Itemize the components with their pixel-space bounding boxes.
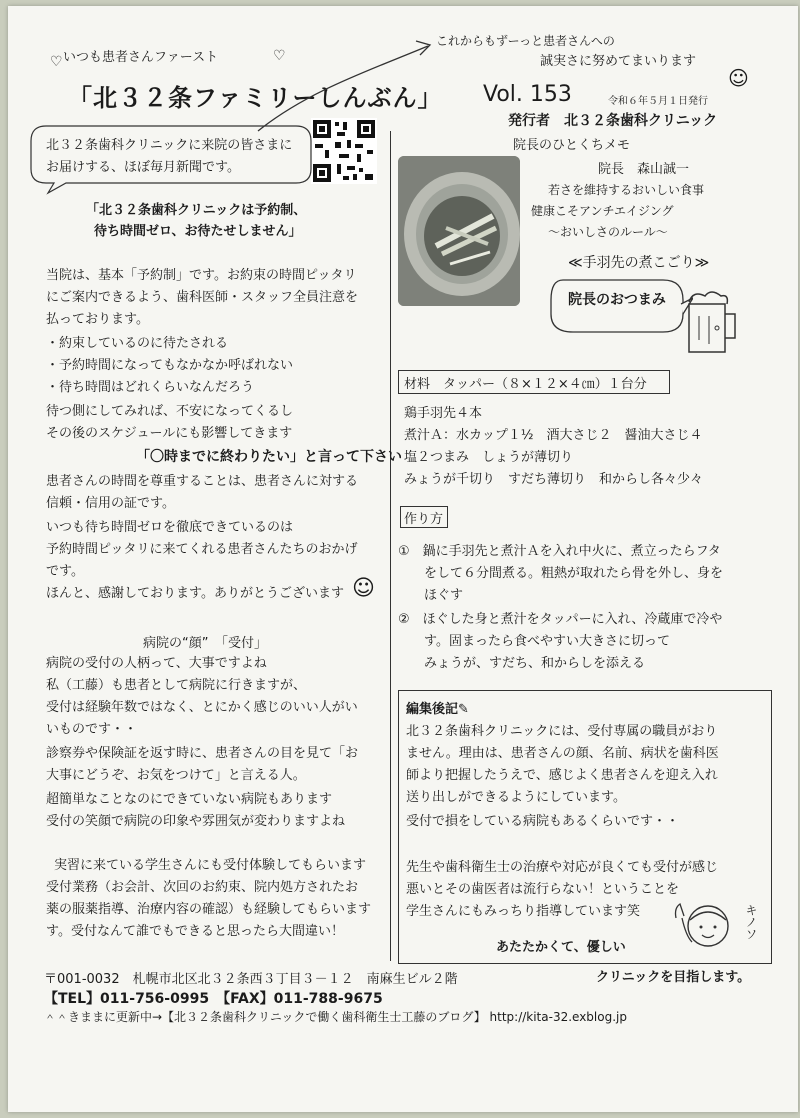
step-line: ① 鍋に手羽先と煮汁Ａを入れ中火に、煮立ったらフタ	[398, 544, 721, 559]
body-line: ・予約時間になってもなかなか呼ばれない	[46, 358, 294, 373]
body-line: いつも待ち時間ゼロを徹底できているのは	[46, 520, 294, 535]
body-line: 私（工藤）も患者として病院に行きますが、	[46, 678, 307, 693]
heart-icon: ♡	[50, 54, 63, 70]
intro-line-1: 北３２条歯科クリニックに来院の皆さまに	[46, 138, 293, 153]
body-line: 当院は、基本「予約制」です。お約束の時間ピッタリ	[46, 268, 357, 283]
memo-heading: 院長のひとくちメモ	[513, 138, 631, 153]
beer-mug-icon	[683, 288, 743, 358]
materials: 材料 タッパー（８×１２×４㎝）１台分	[404, 377, 647, 392]
signature: キノソ	[744, 904, 758, 940]
step-line: ② ほぐした身と煮汁をタッパーに入れ、冷蔵庫で冷や	[398, 612, 723, 627]
publisher: 発行者 北３２条歯科クリニック	[508, 113, 718, 129]
body-line: 受付の笑顔で病院の印象や雰囲気が変わりますよね	[46, 814, 346, 829]
intro-line-2: お届けする、ほぼ毎月新聞です。	[46, 160, 240, 175]
postscript-heading: 編集後記✎	[406, 702, 469, 717]
body-line: 患者さんの時間を尊重することは、患者さんに対する	[46, 474, 359, 489]
memo-sub-3: ～おいしさのルール～	[548, 225, 668, 239]
handwritten-note-2: 誠実さに努めてまいります	[540, 54, 697, 69]
issue-date: 令和６年５月１日発行	[608, 96, 708, 107]
headline-1: 「北３２条歯科クリニックは予約制、	[86, 203, 307, 218]
body-line: 悪いとその歯医者は流行らない！ということを	[406, 882, 680, 897]
body-line: 師より把握したうえで、感じよく患者さんを迎え入れ	[406, 768, 718, 783]
step-line: みょうが、すだち、和からしを添える	[398, 656, 646, 671]
dish-photo	[398, 156, 520, 306]
body-line: ほんと、感謝しております。ありがとうございます	[46, 586, 344, 601]
memo-author: 院長 森山誠一	[598, 162, 690, 177]
body-line: いものです・・	[46, 722, 138, 737]
body-line: 診察券や保険証を返す時に、患者さんの目を見て「お	[46, 746, 359, 761]
staff-illustration	[670, 896, 740, 966]
handwritten-closing-1: あたたかくて、優しい	[496, 940, 626, 955]
step-line: をして６分間煮る。粗熱が取れたら骨を外し、身を	[398, 566, 724, 581]
newsletter-title: 「北３２条ファミリーしんぶん」	[68, 84, 443, 112]
body-line: 待つ側にしてみれば、不安になってくるし	[46, 404, 294, 419]
speech-bubble	[543, 274, 693, 344]
step-line: す。固まったら食べやすい大きさに切って	[398, 634, 670, 649]
body-line: ・待ち時間はどれくらいなんだろう	[46, 380, 255, 395]
method-heading: 作り方	[404, 512, 444, 527]
body-line: 送り出しができるようにしています。	[406, 790, 626, 805]
handwritten-quote: 「〇時までに終わりたい」と言って下さい	[136, 449, 402, 465]
heart-icon: ♡	[273, 48, 286, 64]
memo-sub-1: 若さを維持するおいしい食事	[548, 183, 705, 197]
step-line: ほぐす	[398, 588, 464, 603]
ingredient-item: 塩２つまみ しょうが薄切り	[404, 450, 574, 465]
reception-body	[46, 656, 386, 836]
column-divider	[390, 131, 391, 961]
body-line: 予約時間ピッタリに来てくれる患者さんたちのおかげ	[46, 542, 358, 557]
body-line: ません。理由は、患者さんの顔、名前、病状を歯科医	[406, 746, 719, 761]
body-line: 受付は経験年数ではなく、とにかく感じのいい人がい	[46, 700, 358, 715]
handwritten-closing-2: クリニックを目指します。	[596, 970, 751, 985]
body-line: 受付業務（お会計、次回のお約束、院内処方されたお	[46, 880, 359, 895]
body-line: 大事にどうぞ、お気をつけて」と言える人。	[46, 768, 306, 783]
footer-phone[interactable]: 【TEL】011-756-0995 【FAX】011-788-9675	[44, 991, 383, 1007]
body-line: にご案内できるよう、歯科医師・スタッフ全員注意を	[46, 290, 359, 305]
body-line: 薬の服薬指導、治療内容の確認）も経験してもらいます	[46, 902, 372, 917]
volume-number: Vol. 153	[483, 82, 572, 107]
body-line: 超簡単なことなのにできていない病院もあります	[46, 792, 333, 807]
footer-address: 〒001-0032 札幌市北区北３２条西３丁目３－１２ 南麻生ビル２階	[44, 972, 458, 987]
ingredient-item: みょうが千切り すだち薄切り 和からし各々少々	[404, 472, 704, 487]
footer-blog-link[interactable]: ＾＾きままに更新中→【北３２条歯科クリニックで働く歯科衛生士工藤のブログ】 http://kita-32.exblog.jp	[44, 1010, 627, 1024]
ingredient-item: 鶏手羽先４本	[404, 406, 483, 421]
body-line: す。受付なんて誰でもできると思ったら大間違い！	[46, 924, 344, 939]
handwritten-note-1: これからもずーっと患者さんへの	[436, 34, 615, 48]
body-line: 払っております。	[46, 312, 149, 327]
left-body-2	[46, 474, 386, 604]
tagline: いつも患者さんファースト	[63, 50, 219, 65]
body-line: 病院の受付の人柄って、大事ですよね	[46, 656, 267, 671]
qr-code[interactable]	[311, 118, 377, 184]
headline-2: 待ち時間ゼロ、お待たせしません」	[94, 224, 302, 239]
smiley-icon: ☺	[728, 66, 749, 90]
body-line: 実習に来ている学生さんにも受付体験してもらいます	[54, 858, 367, 873]
body-line: 北３２条歯科クリニックには、受付専属の職員がおり	[406, 724, 718, 739]
reception-body-2	[46, 858, 386, 948]
smiley-icon: ☺	[352, 576, 375, 601]
body-line: ・約束しているのに待たされる	[46, 336, 229, 351]
body-line: 学生さんにもみっちり指導しています笑	[406, 904, 641, 919]
ingredients-list	[404, 406, 784, 496]
dish-name: ≪手羽先の煮こごり≫	[568, 255, 710, 271]
method-steps	[398, 544, 788, 674]
ingredient-item: 煮汁Ａ：水カップ１½ 酒大さじ２ 醤油大さじ４	[404, 428, 703, 443]
memo-sub-2: 健康こそアンチエイジング	[531, 204, 674, 218]
body-line: 受付で損をしている病院もあるくらいです・・	[406, 814, 680, 829]
reception-heading: 病院の“顔” 「受付」	[143, 636, 267, 651]
memo-bubble-text: 院長のおつまみ	[568, 292, 666, 308]
body-line: です。	[46, 564, 84, 579]
postscript-body	[406, 724, 766, 924]
body-line: 先生や歯科衛生士の治療や対応が良くても受付が感じ	[406, 860, 719, 875]
body-line: 信頼・信用の証です。	[46, 496, 175, 511]
body-line: その後のスケジュールにも影響してきます	[46, 426, 293, 441]
newsletter-page	[8, 6, 798, 1112]
left-body	[46, 268, 386, 441]
